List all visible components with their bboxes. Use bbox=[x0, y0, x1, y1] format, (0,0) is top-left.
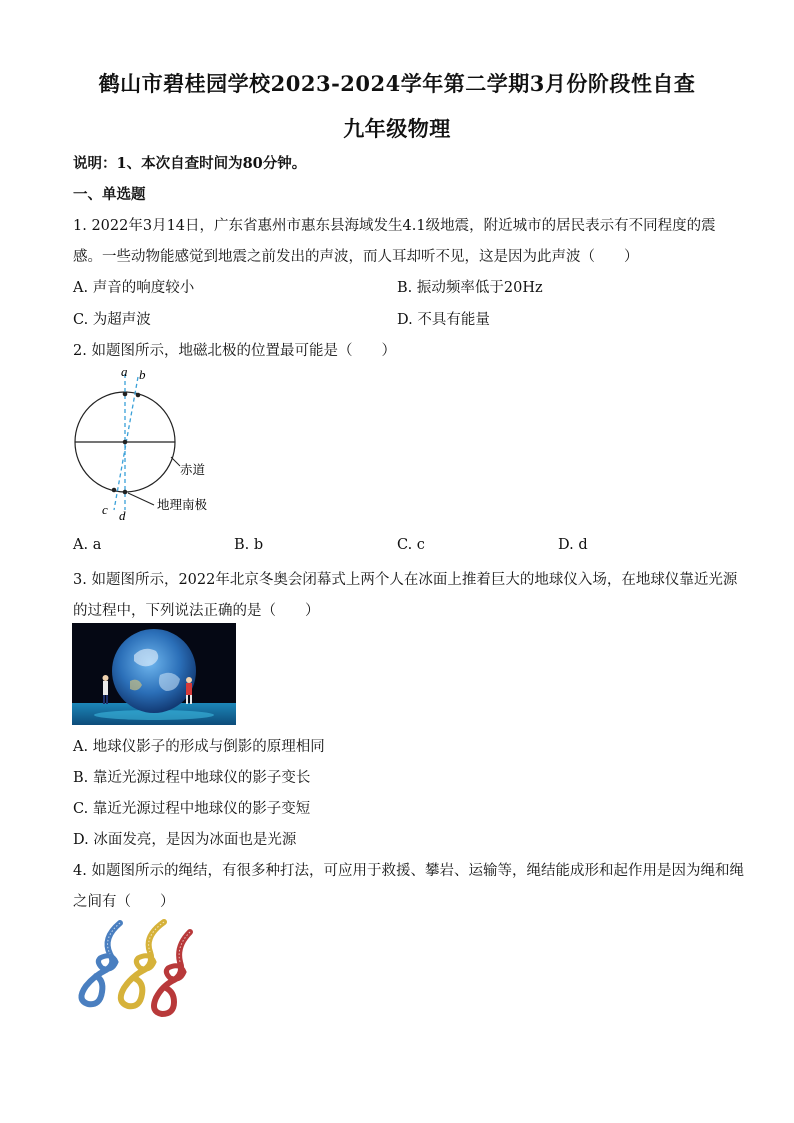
label-equator: 赤道 bbox=[180, 462, 206, 477]
q1-option-c: C. 为超声波 bbox=[73, 312, 151, 328]
point-d-dot bbox=[123, 490, 128, 495]
q1-text-line2: 感。一些动物能感觉到地震之前发出的声波，而人耳却听不见，这是因为此声波（ ） bbox=[73, 249, 639, 265]
person-right-leg2 bbox=[190, 695, 192, 704]
center-dot bbox=[123, 440, 128, 445]
globe-photo bbox=[72, 623, 236, 725]
q3-text-line2: 的过程中，下列说法正确的是（ ） bbox=[73, 603, 320, 619]
q2-option-a: A. a bbox=[73, 537, 102, 553]
label-b: b bbox=[139, 367, 146, 382]
q2-option-d: D. d bbox=[558, 537, 588, 553]
equator-leader-line bbox=[171, 457, 180, 466]
q1-option-a: A. 声音的响度较小 bbox=[73, 280, 195, 296]
section-heading: 一、单选题 bbox=[73, 186, 146, 203]
rope-blue-knot bbox=[98, 956, 116, 969]
page-subtitle: 九年级物理 bbox=[343, 116, 451, 141]
label-a: a bbox=[121, 364, 128, 379]
geomagnetic-figure bbox=[68, 362, 238, 527]
person-right-leg1 bbox=[186, 695, 188, 704]
person-right-body bbox=[186, 683, 192, 695]
label-d: d bbox=[119, 508, 126, 523]
globe-shape bbox=[112, 629, 196, 713]
label-south-pole: 地理南极 bbox=[157, 497, 208, 512]
rope-knots-figure bbox=[72, 918, 194, 1018]
q3-text-line1: 3. 如题图所示，2022年北京冬奥会闭幕式上两个人在冰面上推着巨大的地球仪入场，在地球仪靠近光源 bbox=[73, 572, 738, 588]
q2-option-b: B. b bbox=[234, 537, 264, 553]
point-b-dot bbox=[136, 393, 141, 398]
page-title: 鹤山市碧桂园学校2023-2024学年第二学期3月份阶段性自查 bbox=[98, 71, 696, 96]
person-left-leg1 bbox=[103, 695, 105, 704]
label-c: c bbox=[102, 502, 108, 517]
south-pole-leader-line bbox=[128, 493, 154, 505]
q1-option-b: B. 振动频率低于20Hz bbox=[397, 280, 543, 296]
point-a-dot bbox=[123, 392, 128, 397]
q3-option-c: C. 靠近光源过程中地球仪的影子变短 bbox=[73, 801, 311, 817]
point-c-dot bbox=[112, 488, 117, 493]
person-right-head bbox=[186, 677, 192, 683]
q1-option-d: D. 不具有能量 bbox=[397, 312, 490, 328]
q4-text-line2: 之间有（ ） bbox=[73, 894, 175, 910]
rope-yellow-knot bbox=[136, 956, 154, 969]
person-left-body bbox=[103, 681, 108, 695]
q1-text-line1: 1. 2022年3月14日，广东省惠州市惠东县海域发生4.1级地震，附近城市的居民表示有不同程度的震 bbox=[73, 218, 716, 234]
q4-text-line1: 4. 如题图所示的绳结，有很多种打法，可应用于救援、攀岩、运输等，绳结能成形和起作用是因为绳和绳 bbox=[73, 863, 744, 879]
exam-note: 说明：1、本次自查时间为80分钟。 bbox=[73, 155, 307, 172]
rope-red-knot bbox=[166, 966, 184, 979]
q3-option-d: D. 冰面发亮，是因为冰面也是光源 bbox=[73, 832, 297, 848]
person-left-leg2 bbox=[106, 695, 108, 704]
q2-text-line1: 2. 如题图所示，地磁北极的位置最可能是（ ） bbox=[73, 343, 396, 359]
person-left-head bbox=[103, 675, 109, 681]
q3-option-b: B. 靠近光源过程中地球仪的影子变长 bbox=[73, 770, 311, 786]
q2-option-c: C. c bbox=[397, 537, 425, 553]
q3-option-a: A. 地球仪影子的形成与倒影的原理相同 bbox=[73, 739, 325, 755]
